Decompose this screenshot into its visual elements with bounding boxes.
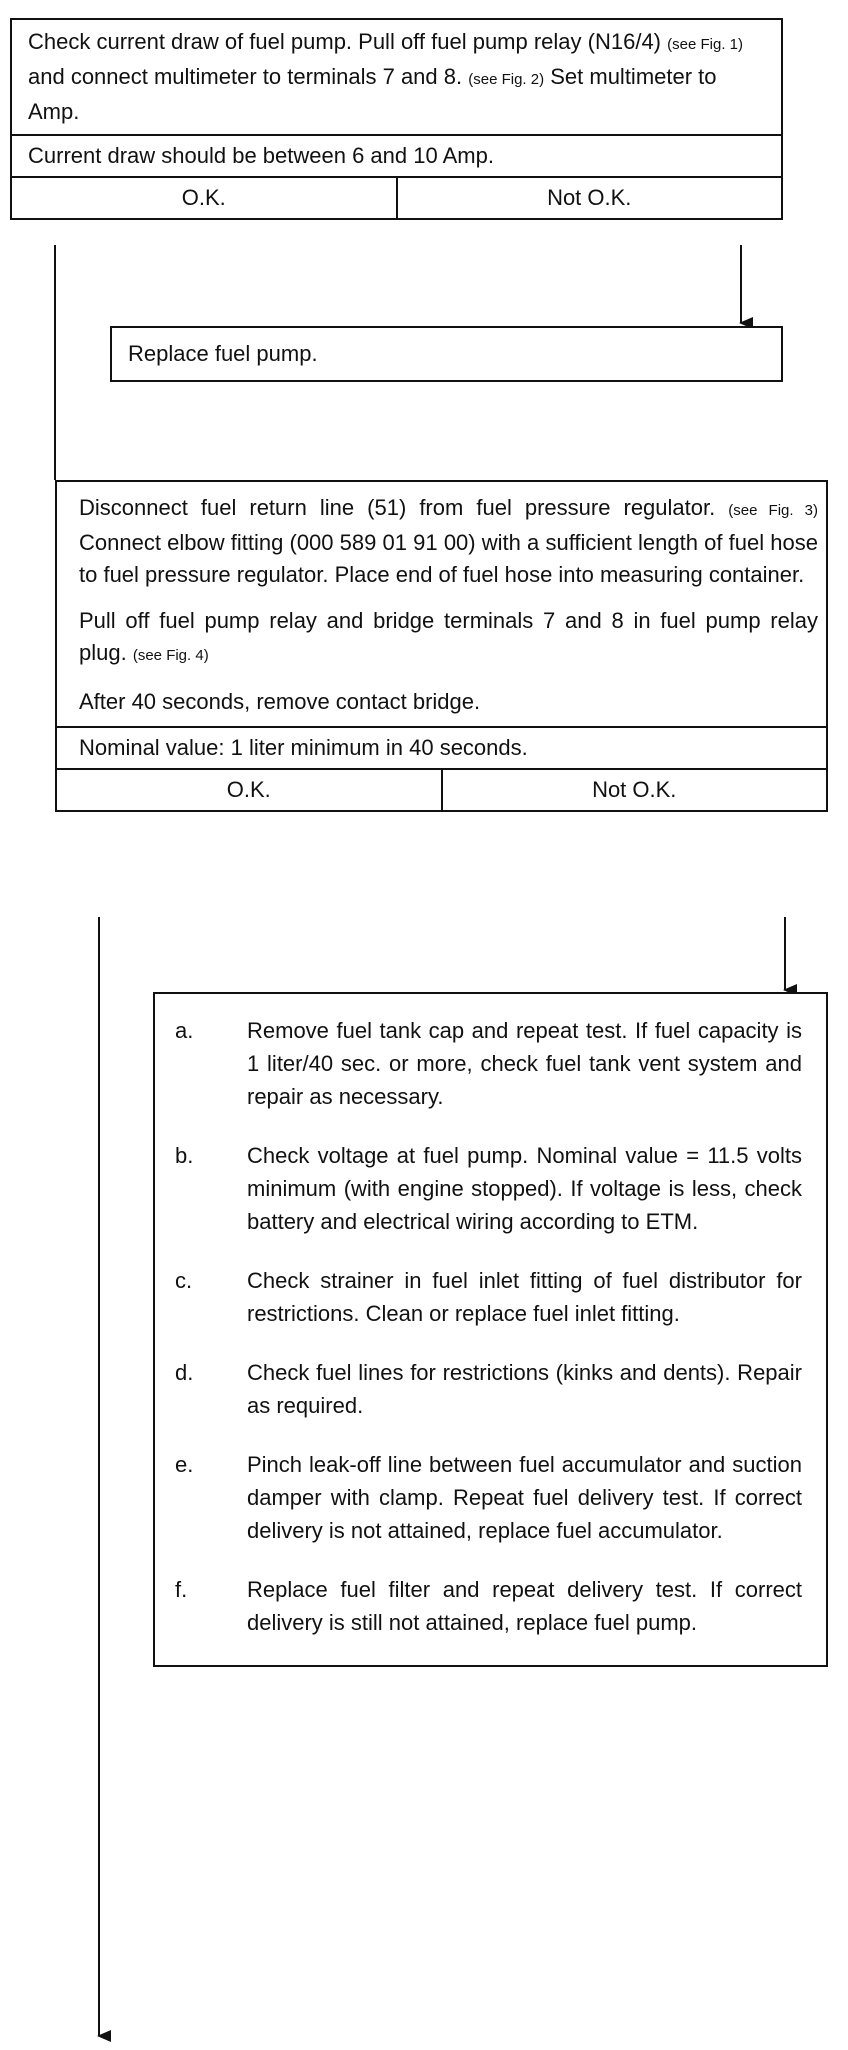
replace-pump-box: [110, 326, 783, 382]
check-f-text: Replace fuel filter and repeat delivery test. If correct delivery is still not attained, replace fuel pump.: [247, 1577, 802, 1635]
list-item: [175, 1139, 802, 1238]
step2-ok-label: O.K.: [226, 777, 271, 802]
check-b-label: b.: [175, 1143, 194, 1168]
check-d-text: Check fuel lines for restrictions (kinks and dents). Repair as required.: [247, 1360, 802, 1418]
step2-instructions: [57, 482, 826, 728]
fig3-reference: (see Fig. 3): [728, 502, 818, 519]
step1-instruction: Check current draw of fuel pump. Pull off fuel pump relay (N16/4) (see Fig. 1) and connect multimeter to terminals 7 and 8. (see Fig. 2) Set multimeter to Amp.: [12, 20, 781, 136]
check-b-text: Check voltage at fuel pump. Nominal value = 11.5 volts minimum (with engine stopped). If voltage is less, check battery and electrical wiring according to ETM.: [247, 1143, 802, 1234]
step1-spec: Current draw should be between 6 and 10 Amp.: [12, 136, 781, 178]
check-d-label: d.: [175, 1360, 194, 1385]
list-item: [175, 1264, 802, 1330]
list-item: [175, 1448, 802, 1547]
check-c-label: c.: [175, 1268, 193, 1293]
step2-not-ok-label: Not O.K.: [441, 770, 827, 810]
step2-box: [55, 480, 828, 812]
check-e-text: Pinch leak-off line between fuel accumulator and suction damper with clamp. Repeat fuel delivery test. If correct delivery is not attained, replace fuel accumulator.: [247, 1452, 802, 1543]
step2-paragraph-3: After 40 seconds, remove contact bridge.: [79, 689, 481, 714]
check-e-label: e.: [175, 1452, 194, 1477]
fig1-reference: (see Fig. 1): [667, 36, 743, 53]
checks-box: [153, 992, 828, 1667]
step1-result-row: [12, 178, 781, 218]
fig2-reference: (see Fig. 2): [468, 71, 545, 88]
list-item: [175, 1356, 802, 1422]
step1-ok-label: O.K.: [181, 185, 226, 210]
step2-result-row: [57, 770, 826, 810]
replace-pump-text: Replace fuel pump.: [128, 341, 318, 366]
step2-paragraph-1: Disconnect fuel return line (51) from fuel pressure regulator. (see Fig. 3) Connect elbow fitting (000 589 01 91 00) with a sufficient length of fuel hose to fuel pressure regulator. Place end of fuel hose into measuring container.: [79, 495, 818, 587]
step1-box: [10, 18, 783, 220]
check-a-label: a.: [175, 1018, 194, 1043]
check-f-label: f.: [175, 1577, 188, 1602]
list-item: [175, 1014, 802, 1113]
list-item: [175, 1573, 802, 1639]
step2-paragraph-2: Pull off fuel pump relay and bridge terminals 7 and 8 in fuel pump relay plug. (see Fig. 4): [79, 608, 818, 665]
fig4-reference: (see Fig. 4): [132, 647, 209, 664]
step2-spec: Nominal value: 1 liter minimum in 40 seconds.: [57, 728, 826, 770]
step1-not-ok-label: Not O.K.: [396, 178, 782, 218]
check-a-text: Remove fuel tank cap and repeat test. If fuel capacity is 1 liter/40 sec. or more, check fuel tank vent system and repair as necessary.: [247, 1018, 802, 1109]
check-c-text: Check strainer in fuel inlet fitting of fuel distributor for restrictions. Clean or replace fuel inlet fitting.: [247, 1268, 802, 1326]
